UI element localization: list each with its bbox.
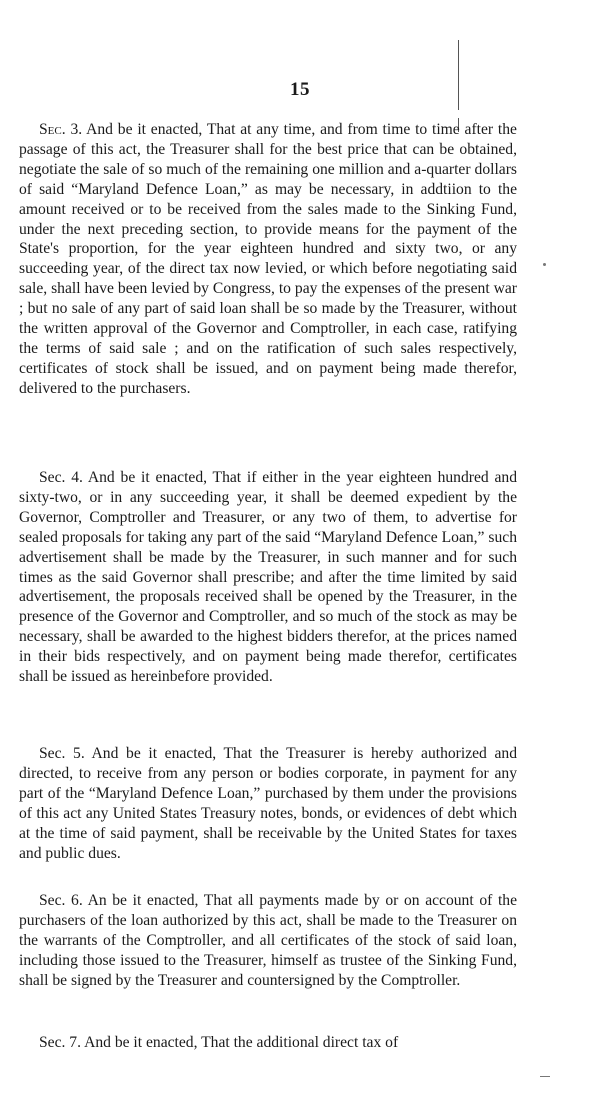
margin-speck — [540, 1076, 550, 1077]
section-6-label: Sec. 6. — [39, 892, 83, 909]
section-3-paragraph — [19, 120, 517, 399]
section-4-label: Sec. 4. — [39, 469, 83, 486]
margin-rule-mark — [458, 40, 459, 110]
section-5-paragraph — [19, 744, 517, 863]
section-4-text: And be it enacted, That if either in the year eighteen hundred and sixty-two, or in any succeeding year, it shall be deemed expedient by the Governor, Comptroller and Treasurer, or any two of them, to advertise for sealed proposals for taking any part of the said “Maryland Defence Loan,” such advertisement shall be made by the Treasurer, in such manner and for such times as the said Governor shall prescribe; and after the time limited by said advertisement, the proposals received shall be opened by the Treasurer, in the presence of the Governor and Comptroller, and so much of the stock as may be necessary, shall be awarded to the highest bidders therefor, at the prices named in their bids respectively, and on payment being made therefor, certificates shall be issued as hereinbefore provided. — [19, 469, 517, 686]
section-7-text: And be it enacted, That the additional direct tax of — [84, 1034, 399, 1051]
section-3-label: Sec. 3. — [39, 121, 83, 138]
section-4-paragraph — [19, 468, 517, 687]
section-7-paragraph — [19, 1033, 517, 1053]
section-7-label: Sec. 7. — [39, 1034, 82, 1051]
section-6-text: An be it enacted, That all payments made by or on account of the purchasers of the loan authorized by this act, shall be made to the Treasurer on the warrants of the Comptroller, and all certificates of the stock of said loan, including those issued to the Treasurer, himself as trustee of the Sinking Fund, shall be signed by the Treasurer and countersigned by the Comptroller. — [19, 892, 518, 989]
section-5-label: Sec. 5. — [39, 745, 85, 762]
section-5-text: And be it enacted, That the Treasurer is hereby authorized and directed, to receive from any person or bodies corporate, in payment for any part of the “Maryland Defence Loan,” purchased by them under the provisions of this act any United States Treasury notes, bonds, or evidences of debt which at the time of said payment, shall be receivable by the United States for taxes and public dues. — [19, 745, 517, 862]
section-6-paragraph — [19, 891, 517, 991]
page-number: 15 — [290, 79, 310, 100]
section-3-text: And be it enacted, That at any time, and from time to time after the passage of this act, the Treasurer shall for the best price that can be obtained, negotiate the sale of so much of the remaining one million and a-quarter dollars of said “Maryland Defence Loan,” as may be necessary, in addtiion to the amount received or to be received from the sales made to the Sinking Fund, under the next preceding section, to provide means for the payment of the State's proportion, for the year eighteen hundred and sixty two, or any succeeding year, of the direct tax now levied, or which before negotiating said sale, shall have been levied by Congress, to pay the expenses of the present war ; but no sale of any part of said loan shall be so made by the Treasurer, without the written approval of the Governor and Comptroller, in each case, ratifying the terms of said sale ; and on the ratification of such sales respectively, certificates of stock shall be issued, and on payment being made therefor, delivered to the purchasers. — [19, 121, 517, 397]
margin-speck — [543, 263, 546, 266]
